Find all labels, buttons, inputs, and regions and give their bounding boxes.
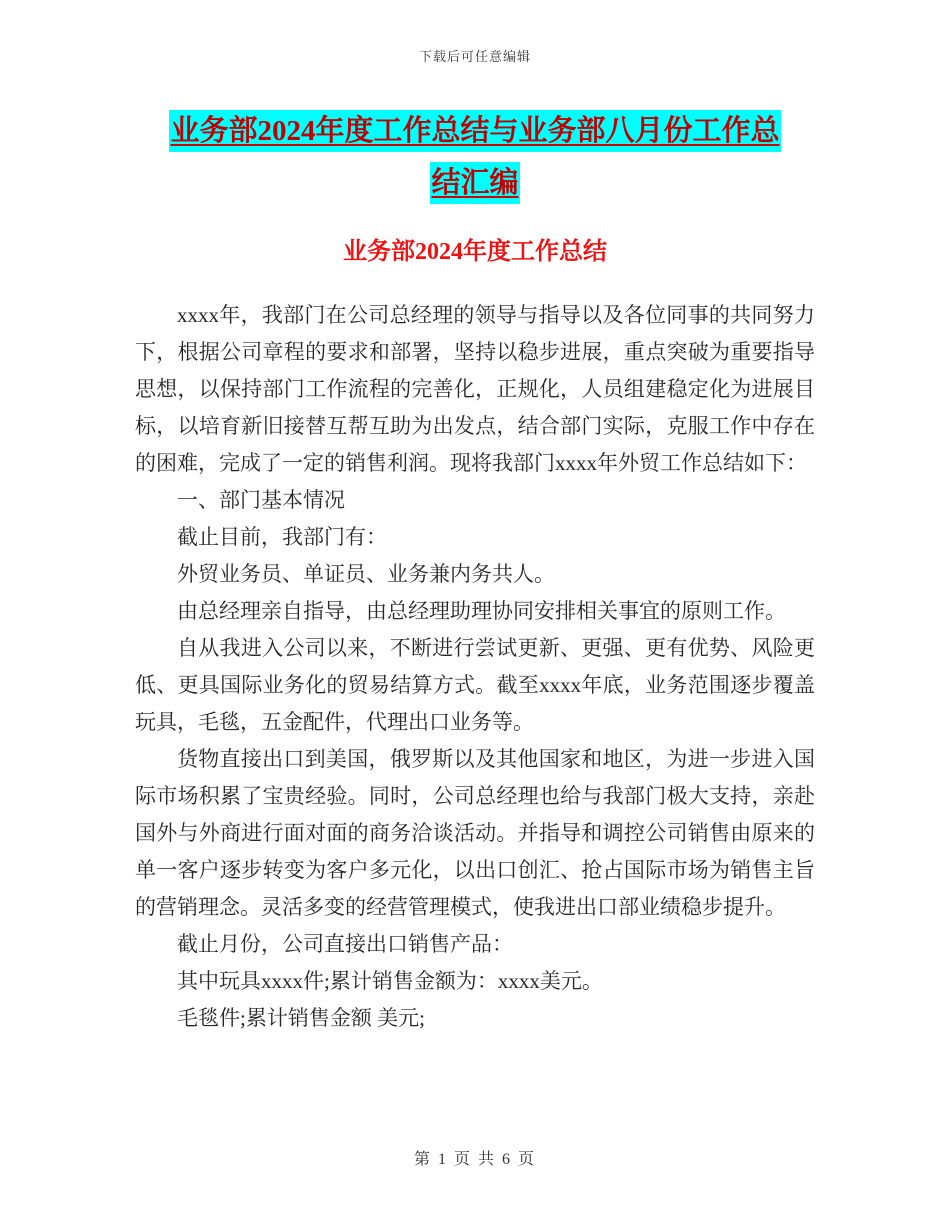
section-title: 业务部2024年度工作总结 bbox=[343, 239, 607, 265]
page-footer bbox=[0, 1146, 950, 1169]
document-body bbox=[135, 297, 815, 1037]
paragraph: 货物直接出口到美国，俄罗斯以及其他国家和地区，为进一步进入国际市场积累了宝贵经验。同时，公司总经理也给与我部门极大支持，亲赴国外与外商进行面对面的商务洽谈活动。并指导和调控公司销售由原来的单一客户逐步转变为客户多元化，以出口创汇、抢占国际市场为销售主旨的营销理念。灵活多变的经营管理模式，使我进出口部业绩稳步提升。 bbox=[135, 747, 815, 919]
paragraph: 其中玩具xxxx件;累计销售金额为：xxxx美元。 bbox=[177, 969, 603, 993]
document-title bbox=[159, 105, 791, 209]
page-number-text: 第 1 页 共 6 页 bbox=[413, 1151, 536, 1168]
paragraph: 毛毯件;累计销售金额 美元; bbox=[177, 1006, 425, 1030]
paragraph: 自从我进入公司以来，不断进行尝试更新、更强、更有优势、风险更低、更具国际业务化的贸易结算方式。截至xxxx年底，业务范围逐步覆盖玩具，毛毯，五金配件，代理出口业务等。 bbox=[135, 636, 815, 734]
paragraph: 由总经理亲自指导，由总经理助理协同安排相关事宜的原则工作。 bbox=[177, 599, 786, 623]
edit-note: 下载后可任意编辑 bbox=[418, 49, 531, 64]
paragraph: xxxx年，我部门在公司总经理的领导与指导以及各位同事的共同努力下，根据公司章程的要求和部署，坚持以稳步进展，重点突破为重要指导思想，以保持部门工作流程的完善化，正规化，人员组建稳定化为进展目标，以培育新旧接替互帮互助为出发点，结合部门实际，克服工作中存在的困难，完成了一定的销售利润。现将我部门xxxx年外贸工作总结如下： bbox=[135, 303, 815, 475]
paragraph: 一、部门基本情况 bbox=[177, 488, 345, 512]
paragraph: 截止目前，我部门有： bbox=[177, 525, 387, 549]
paragraph: 截止月份，公司直接出口销售产品： bbox=[177, 932, 513, 956]
paragraph: 外贸业务员、单证员、业务兼内务共人。 bbox=[177, 562, 555, 586]
title-highlight: 业务部2024年度工作总结与业务部八月份工作总结汇编 bbox=[169, 110, 780, 204]
